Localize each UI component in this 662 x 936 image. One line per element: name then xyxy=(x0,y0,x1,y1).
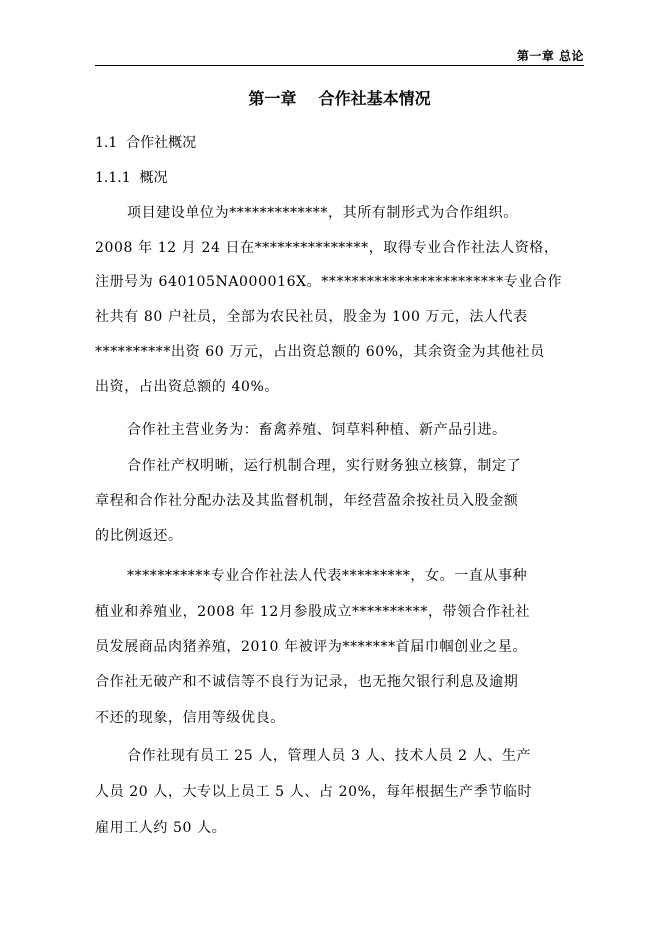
body-line: 合作社现有员工 25 人，管理人员 3 人、技术人员 2 人、生产 xyxy=(127,748,532,764)
body-line: 2008 年 12 月 24 日在***************，取得专业合作社法人资格， xyxy=(95,240,559,256)
body-line: 员发展商品肉猪养殖，2010 年被评为*******首届巾帼创业之星。 xyxy=(95,639,528,655)
body-line: 项目建设单位为*************，其所有制形式为合作组织。 xyxy=(127,205,518,221)
body-line: 社共有 80 户社员，全部为农民社员，股金为 100 万元，法人代表 xyxy=(95,309,528,325)
chapter-title: 第一章 合作社基本情况 xyxy=(248,89,431,108)
body-line: 注册号为 640105NA000016X。************************专业合作 xyxy=(95,274,563,290)
body-line: 合作社无破产和不诚信等不良行为记录，也无拖欠银行利息及逾期 xyxy=(95,674,519,690)
body-line: 合作社产权明晰，运行机制合理，实行财务独立核算，制定了 xyxy=(127,458,522,474)
body-line: 植业和养殖业，2008 年 12月参股成立**********，带领合作社社 xyxy=(95,604,531,620)
subsection-heading: 1.1.1 概况 xyxy=(95,170,168,186)
body-line: **********出资 60 万元，占出资总额的 60%，其余资金为其他社员 xyxy=(95,344,545,360)
body-line: 的比例返还。 xyxy=(95,528,183,544)
body-line: 雇用工人约 50 人。 xyxy=(95,820,227,836)
page-header xyxy=(95,45,584,66)
body-line: 合作社主营业务为：畜禽养殖、饲草料种植、新产品引进。 xyxy=(127,422,507,438)
body-line: 不还的现象，信用等级优良。 xyxy=(95,710,285,726)
section-heading: 1.1 合作社概况 xyxy=(95,135,197,151)
body-line: 出资，占出资总额的 40%。 xyxy=(95,379,279,395)
body-line: 人员 20 人，大专以上员工 5 人、占 20%，每年根据生产季节临时 xyxy=(95,784,533,800)
body-line: 章程和合作社分配办法及其监督机制，年经营盈余按社员入股金额 xyxy=(95,493,519,509)
body-line: ***********专业合作社法人代表*********，女。一直从事种 xyxy=(127,568,528,584)
header-chapter-label: 第一章 总论 xyxy=(516,49,584,63)
